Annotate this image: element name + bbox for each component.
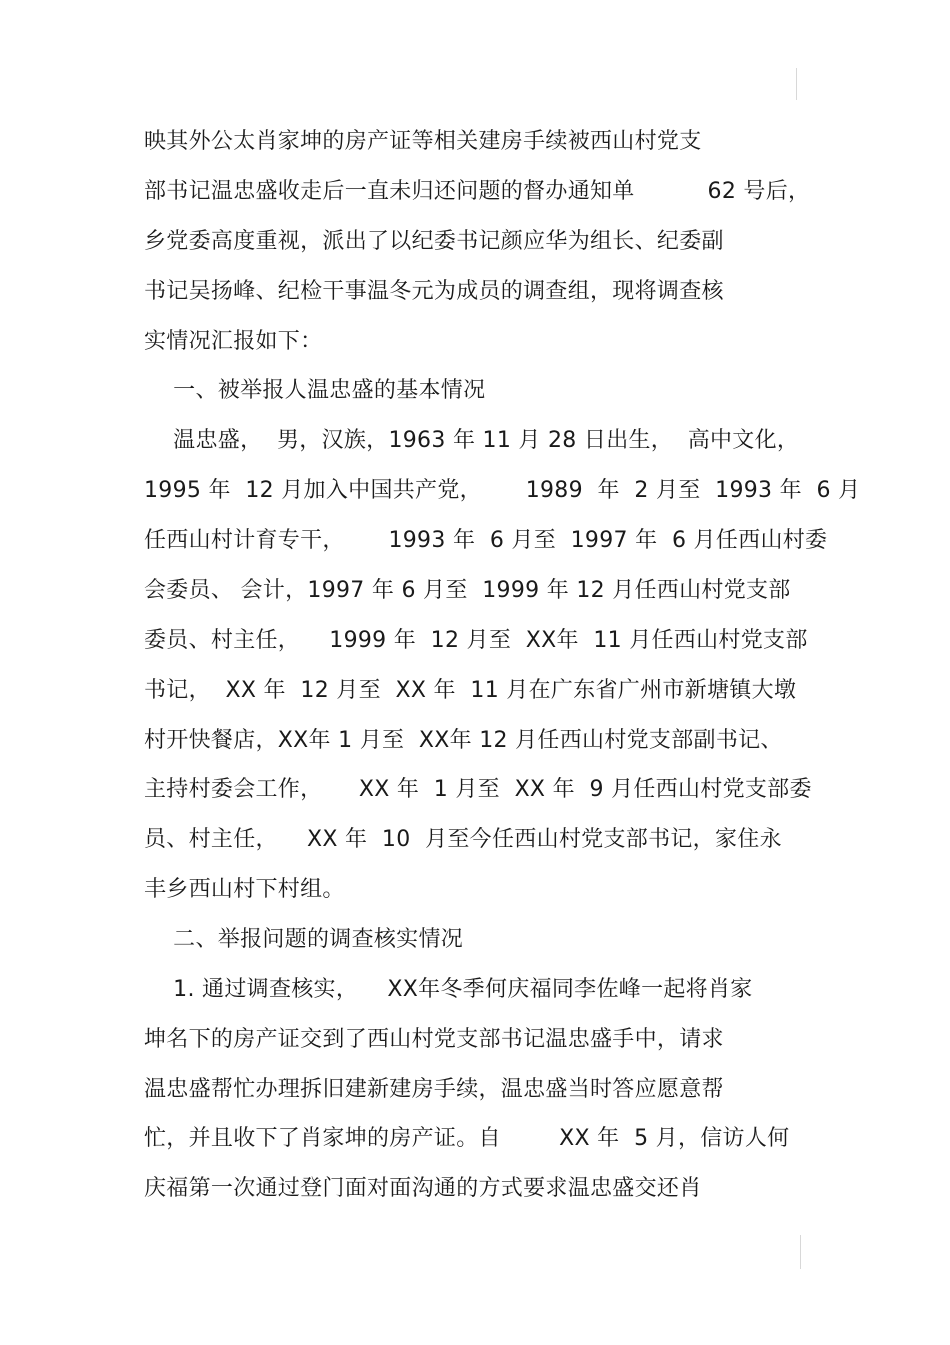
body-line: 员、村主任， XX 年 10 月至今任西山村党支部书记，家住永 [144, 827, 782, 852]
body-line: 映其外公太肖家坤的房产证等相关建房手续被西山村党支 [144, 129, 702, 154]
body-line: 坤名下的房产证交到了西山村党支部书记温忠盛手中，请求 [144, 1027, 724, 1052]
section-heading: 一、被举报人温忠盛的基本情况 [144, 378, 486, 403]
body-line: 1. 通过调查核实， XX年冬季何庆福同李佐峰一起将肖家 [144, 977, 753, 1002]
section-heading: 二、举报问题的调查核实情况 [144, 927, 464, 952]
body-line: 丰乡西山村下村组。 [144, 877, 345, 902]
body-line: 书记， XX 年 12 月至 XX 年 11 月在广东省广州市新塘镇大墩 [144, 678, 797, 703]
page-edge-mark-bottom [800, 1235, 801, 1269]
body-line: 村开快餐店，XX年 1 月至 XX年 12 月任西山村党支部副书记、 [144, 728, 783, 753]
body-line: 委员、村主任， 1999 年 12 月至 XX年 11 月任西山村党支部 [144, 628, 808, 653]
page-edge-mark-top [796, 68, 797, 100]
body-line: 书记吴扬峰、纪检干事温冬元为成员的调查组，现将调查核 [144, 279, 724, 304]
body-line: 乡党委高度重视，派出了以纪委书记颜应华为组长、纪委副 [144, 229, 724, 254]
body-line: 庆福第一次通过登门面对面沟通的方式要求温忠盛交还肖 [144, 1176, 702, 1201]
body-line: 忙，并且收下了肖家坤的房产证。自 XX 年 5 月，信访人何 [144, 1126, 790, 1151]
body-line: 实情况汇报如下： [144, 329, 323, 354]
body-line: 会委员、 会计，1997 年 6 月至 1999 年 12 月任西山村党支部 [144, 578, 791, 603]
body-line: 主持村委会工作， XX 年 1 月至 XX 年 9 月任西山村党支部委 [144, 777, 812, 802]
body-line: 部书记温忠盛收走后一直未归还问题的督办通知单 62 号后， [144, 179, 811, 204]
body-line: 温忠盛帮忙办理拆旧建新建房手续，温忠盛当时答应愿意帮 [144, 1077, 724, 1102]
body-line: 温忠盛， 男，汉族，1963 年 11 月 28 日出生， 高中文化， [144, 428, 800, 453]
body-line: 1995 年 12 月加入中国共产党， 1989 年 2 月至 1993 年 6 月 [144, 478, 861, 503]
body-line: 任西山村计育专干， 1993 年 6 月至 1997 年 6 月任西山村委 [144, 528, 828, 553]
